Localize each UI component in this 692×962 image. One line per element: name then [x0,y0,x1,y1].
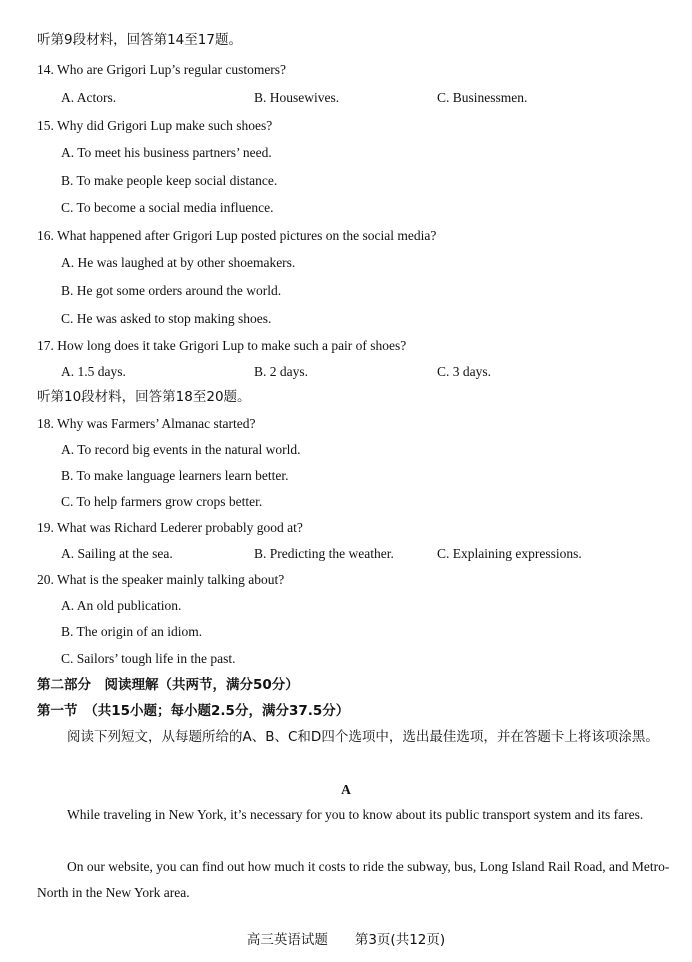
question-16: 16. What happened after Grigori Lup posted pictures on the social media? [37,228,437,243]
question-20: 20. What is the speaker mainly talking about? [37,572,285,587]
q15-option-b: B. To make people keep social distance. [61,173,278,188]
q19-option-a: A. Sailing at the sea. [61,546,173,561]
section9-intro: 听第9段材料，回答第14至17题。 [37,32,242,48]
q18-option-c: C. To help farmers grow crops better. [61,494,263,509]
q19-option-b: B. Predicting the weather. [254,546,394,561]
reading-instruction: 阅读下列短文，从每题所给的A、B、C和D四个选项中，选出最佳选项，并在答题卡上将该项涂黑。 [67,729,659,745]
q16-option-c: C. He was asked to stop making shoes. [61,311,272,326]
question-14: 14. Who are Grigori Lup’s regular customers? [37,62,287,77]
passage-label: A [341,782,351,797]
passage-paragraph-2: On our website, you can find out how much it costs to ride the subway, bus, Long Island Rail Road, and Metro-North in the New York area. [37,859,670,900]
q17-option-a: A. 1.5 days. [61,364,126,379]
q18-option-a: A. To record big events in the natural world. [61,442,301,457]
page-footer: 高三英语试题 第3页(共12页) [246,932,446,948]
q16-option-a: A. He was laughed at by other shoemakers. [61,255,296,270]
q18-option-b: B. To make language learners learn better. [61,468,289,483]
q15-option-c: C. To become a social media influence. [61,200,274,215]
q14-option-a: A. Actors. [61,90,117,105]
q20-option-a: A. An old publication. [61,598,182,613]
q15-option-a: A. To meet his business partners’ need. [61,145,272,160]
section1-heading: 第一节 （共15小题；每小题2.5分，满分37.5分） [37,703,350,719]
question-17: 17. How long does it take Grigori Lup to make such a pair of shoes? [37,338,407,353]
q19-option-c: C. Explaining expressions. [437,546,582,561]
section10-intro: 听第10段材料，回答第18至20题。 [37,389,251,405]
q20-option-b: B. The origin of an idiom. [61,624,203,639]
part2-heading: 第二部分 阅读理解（共两节，满分50分） [37,677,299,693]
q17-option-c: C. 3 days. [437,364,491,379]
question-18: 18. Why was Farmers’ Almanac started? [37,416,256,431]
q17-option-b: B. 2 days. [254,364,308,379]
q20-option-c: C. Sailors’ tough life in the past. [61,651,236,666]
q14-option-b: B. Housewives. [254,90,340,105]
passage-paragraph-1: While traveling in New York, it’s necessary for you to know about its public transport system and its fares. [67,807,644,822]
question-15: 15. Why did Grigori Lup make such shoes? [37,118,273,133]
q14-option-c: C. Businessmen. [437,90,528,105]
q16-option-b: B. He got some orders around the world. [61,283,282,298]
question-19: 19. What was Richard Lederer probably good at? [37,520,303,535]
